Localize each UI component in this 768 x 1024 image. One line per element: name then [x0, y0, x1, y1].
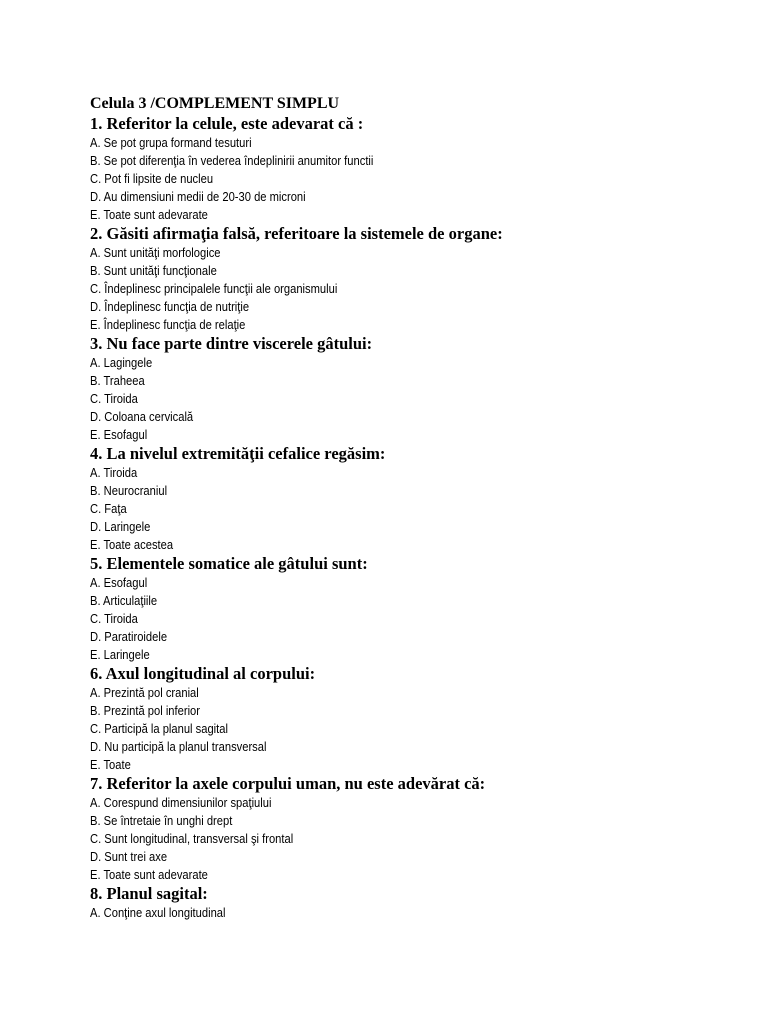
answer-option: D. Au dimensiuni medii de 20-30 de microni	[90, 189, 306, 204]
answer-option: A. Se pot grupa formand tesuturi	[90, 135, 252, 150]
question-block	[90, 664, 730, 774]
answer-option: E. Toate sunt adevarate	[90, 867, 208, 882]
answer-option: D. Paratiroidele	[90, 629, 168, 644]
answer-option: C. Faţa	[90, 501, 127, 516]
answer-option: D. Coloana cervicală	[90, 409, 194, 424]
answer-option: B. Se pot diferenţia în vederea îndeplinirii anumitor functii	[90, 153, 374, 168]
answer-option: C. Sunt longitudinal, transversal şi frontal	[90, 831, 294, 846]
question-title: 1. Referitor la celule, este adevarat că :	[90, 114, 364, 133]
answer-option: D. Nu participă la planul transversal	[90, 739, 267, 754]
answer-option: A. Conţine axul longitudinal	[90, 905, 226, 920]
answer-option: C. Tiroida	[90, 391, 138, 406]
question-block	[90, 444, 730, 554]
answer-option: B. Sunt unităţi funcţionale	[90, 263, 217, 278]
answer-option: A. Esofagul	[90, 575, 148, 590]
answer-option: A. Lagingele	[90, 355, 153, 370]
answer-option: B. Prezintă pol inferior	[90, 703, 200, 718]
question-title: 4. La nivelul extremităţii cefalice regăsim:	[90, 444, 386, 463]
question-title: 8. Planul sagital:	[90, 884, 208, 903]
answer-option: A. Prezintă pol cranial	[90, 685, 199, 700]
answer-option: D. Laringele	[90, 519, 151, 534]
answer-option: A. Tiroida	[90, 465, 138, 480]
answer-option: E. Toate acestea	[90, 537, 174, 552]
question-title: 2. Găsiti afirmaţia falsă, referitoare la sistemele de organe:	[90, 224, 503, 243]
answer-option: A. Corespund dimensiunilor spaţiului	[90, 795, 272, 810]
answer-option: E. Toate sunt adevarate	[90, 207, 208, 222]
question-title: 5. Elementele somatice ale gâtului sunt:	[90, 554, 368, 573]
answer-option: B. Articulaţiile	[90, 593, 158, 608]
question-block	[90, 334, 730, 444]
answer-option: A. Sunt unităţi morfologice	[90, 245, 221, 260]
answer-option: D. Îndeplinesc funcţia de nutriţie	[90, 299, 250, 314]
question-block	[90, 114, 730, 224]
answer-option: C. Tiroida	[90, 611, 138, 626]
answer-option: B. Traheea	[90, 373, 145, 388]
answer-option: C. Pot fi lipsite de nucleu	[90, 171, 214, 186]
answer-option: E. Toate	[90, 757, 131, 772]
answer-option: C. Participă la planul sagital	[90, 721, 228, 736]
answer-option: D. Sunt trei axe	[90, 849, 168, 864]
question-block	[90, 224, 730, 334]
answer-option: E. Laringele	[90, 647, 150, 662]
answer-option: E. Îndeplinesc funcţia de relaţie	[90, 317, 246, 332]
document-title: Celula 3 /COMPLEMENT SIMPLU	[90, 95, 340, 112]
answer-option: B. Neurocraniul	[90, 483, 168, 498]
question-title: 6. Axul longitudinal al corpului:	[90, 664, 316, 683]
answer-option: C. Îndeplinesc principalele funcţii ale organismului	[90, 281, 338, 296]
question-block	[90, 774, 730, 884]
question-block	[90, 884, 730, 922]
answer-option: E. Esofagul	[90, 427, 148, 442]
answer-option: B. Se întretaie în unghi drept	[90, 813, 233, 828]
document-page	[90, 94, 730, 922]
question-title: 7. Referitor la axele corpului uman, nu este adevărat că:	[90, 774, 486, 793]
question-block	[90, 554, 730, 664]
question-list	[90, 114, 730, 922]
question-title: 3. Nu face parte dintre viscerele gâtului:	[90, 334, 373, 353]
